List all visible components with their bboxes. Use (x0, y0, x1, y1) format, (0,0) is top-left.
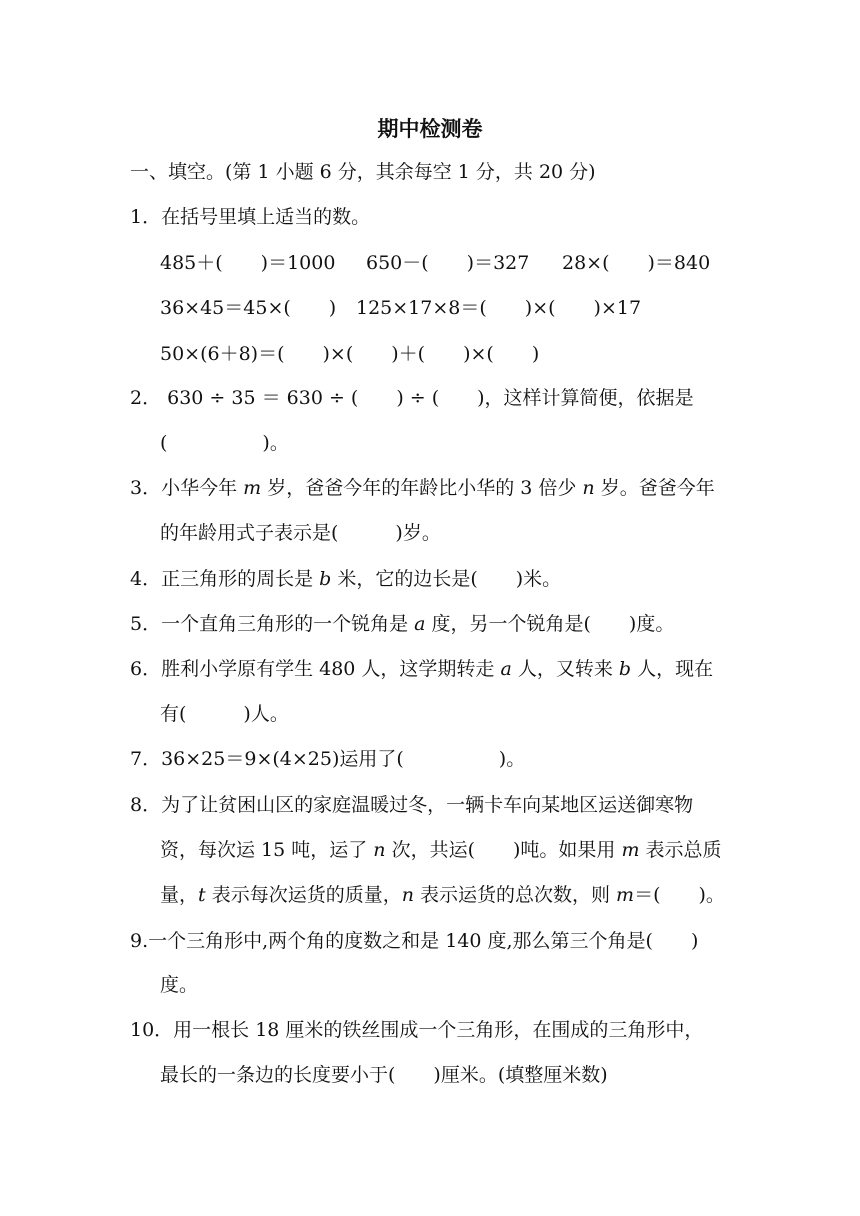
question-6-line-2: 有( )人。 (160, 703, 289, 725)
question-5: 5．一个直角三角形的一个锐角是 a 度，另一个锐角是( )度。 (130, 613, 675, 635)
q1-expr-6: 50×(6＋8)＝( )×( )＋( )×( ) (160, 343, 540, 365)
variable-n: n (582, 477, 595, 499)
variable-n: n (401, 884, 414, 906)
question-8-line-1: 8．为了让贫困山区的家庭温暖过冬，一辆卡车向某地区运送御寒物 (130, 794, 694, 816)
q1-expr-5: 125×17×8＝( )×( )×17 (356, 297, 642, 319)
question-3-line-2: 的年龄用式子表示是( )岁。 (160, 522, 441, 544)
question-8-line-2: 资，每次运 15 吨，运了 n 次，共运( )吨。如果用 m 表示总质 (160, 839, 722, 861)
question-9-line-2: 度。 (160, 974, 199, 996)
variable-m: m (243, 477, 262, 499)
question-10-line-1: 10．用一根长 18 厘米的铁丝围成一个三角形，在围成的三角形中， (130, 1019, 704, 1041)
q1-expr-1: 485＋( )＝1000 (160, 252, 336, 274)
question-6-line-1: 6．胜利小学原有学生 480 人，这学期转走 a 人，又转来 b 人，现在 (130, 658, 714, 680)
variable-b: b (618, 658, 632, 680)
section-heading: 一、填空。(第 1 小题 6 分，其余每空 1 分，共 20 分) (130, 161, 596, 183)
variable-n: n (373, 839, 386, 861)
question-2-line-2: ( )。 (160, 432, 289, 454)
variable-t: t (198, 884, 206, 906)
question-7: 7．36×25＝9×(4×25)运用了( )。 (130, 748, 526, 770)
question-4: 4．正三角形的周长是 b 米，它的边长是( )米。 (130, 568, 562, 590)
question-10-line-2: 最长的一条边的长度要小于( )厘米。(填整厘米数) (160, 1064, 608, 1086)
variable-b: b (319, 568, 332, 590)
question-8-line-3: 量，t 表示每次运货的质量，n 表示运货的总次数，则 m＝( )。 (160, 884, 725, 906)
q1-expr-4: 36×45＝45×( ) (160, 297, 337, 319)
question-9-line-1: 9.一个三角形中,两个角的度数之和是 140 度,那么第三个角是( ) (130, 930, 699, 952)
variable-m: m (621, 839, 640, 861)
variable-a: a (414, 613, 426, 635)
q1-expr-2: 650－( )＝327 (366, 252, 530, 274)
variable-a: a (500, 658, 512, 680)
page-title: 期中检测卷 (377, 117, 483, 141)
q1-expr-3: 28×( )＝840 (562, 252, 711, 274)
variable-m: m (616, 884, 635, 906)
question-2-line-1: 2． 630 ÷ 35 ＝ 630 ÷ ( ) ÷ ( )，这样计算简便，依据是 (130, 387, 694, 409)
question-1-stem: 1．在括号里填上适当的数。 (130, 206, 371, 228)
question-3-line-1: 3．小华今年 m 岁，爸爸今年的年龄比小华的 3 倍少 n 岁。爸爸今年 (130, 477, 715, 499)
